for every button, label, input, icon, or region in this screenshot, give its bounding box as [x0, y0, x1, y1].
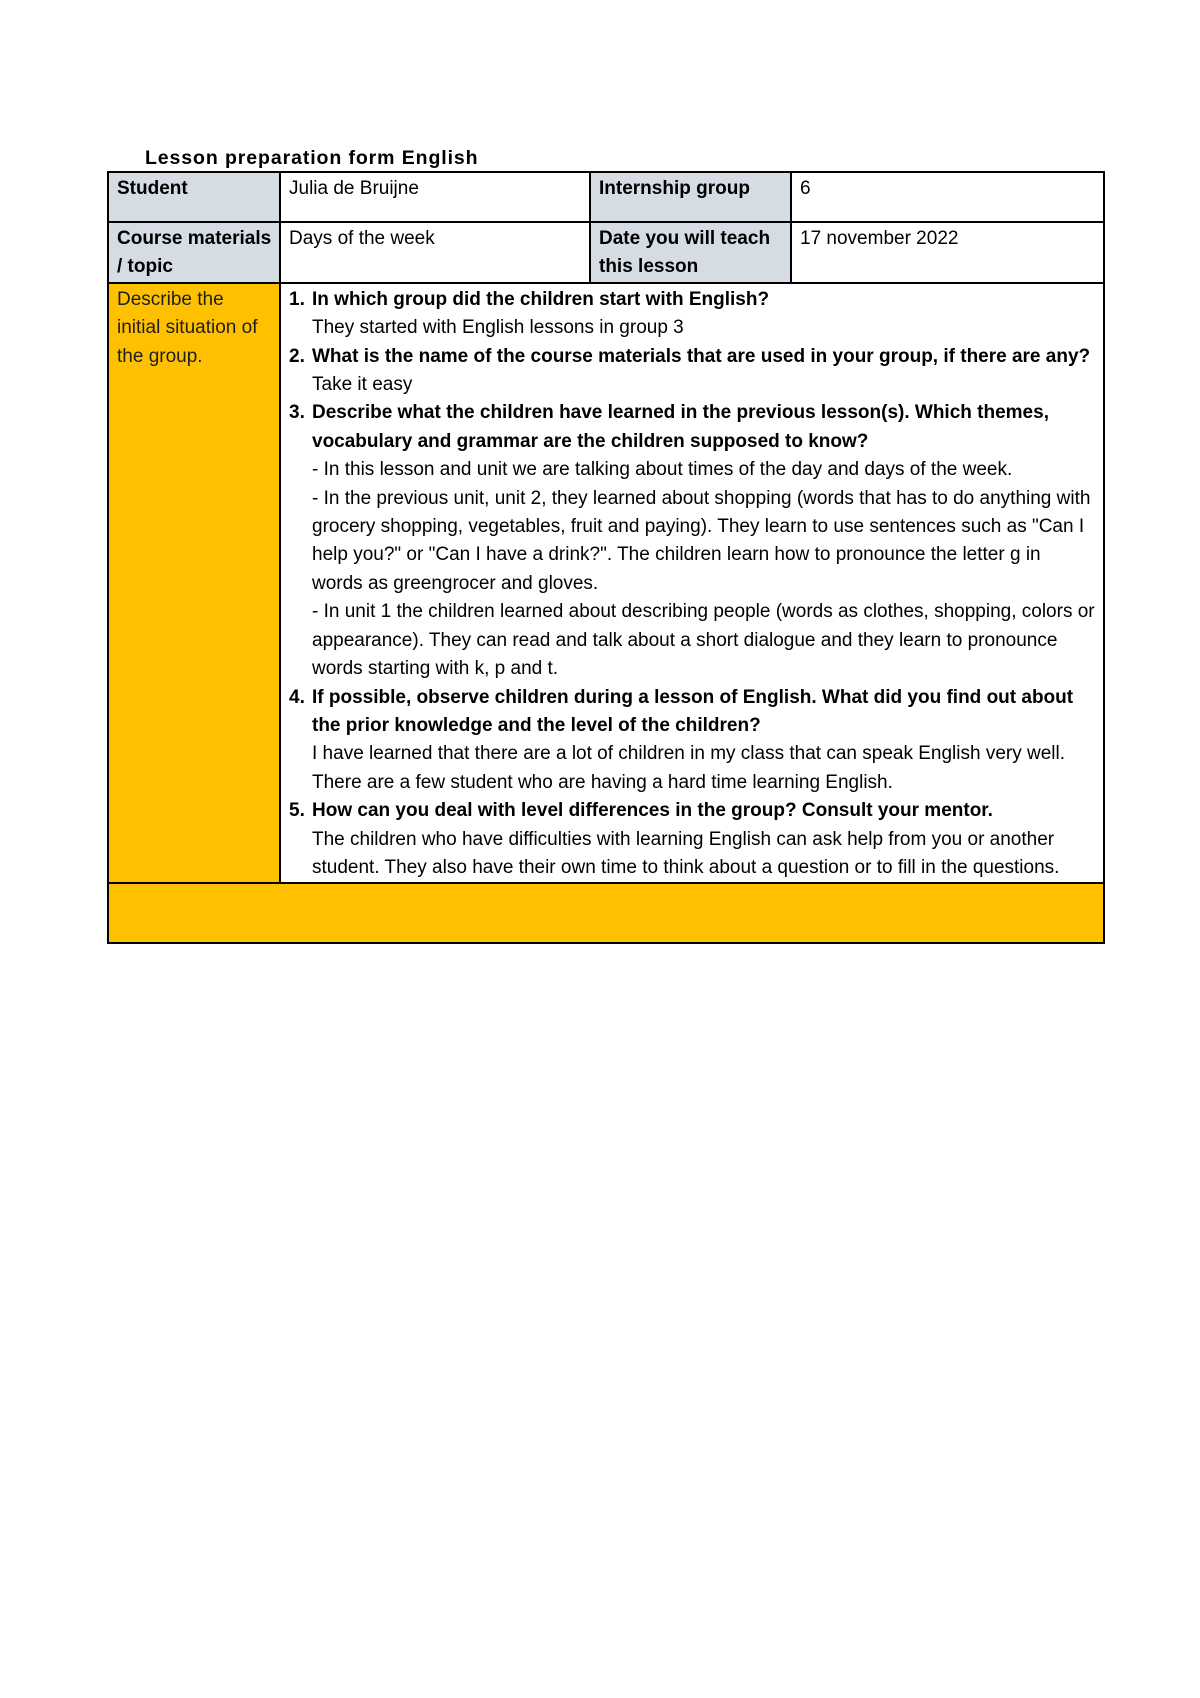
table-row [108, 883, 1104, 943]
question-item [289, 797, 1096, 882]
lesson-preparation-table [107, 171, 1105, 944]
answer-line: - In unit 1 the children learned about describing people (words as clothes, shopping, colors or appearance). They can read and talk about a short dialogue and they learn to pronounce words starting with k, p and t. [312, 601, 1095, 680]
question-item [289, 684, 1096, 798]
answer-line: - In this lesson and unit we are talking about times of the day and days of the week. [312, 459, 1013, 481]
answer-text [312, 740, 1096, 797]
answer-text [312, 371, 1096, 399]
question-item [289, 399, 1096, 683]
question-text: In which group did the children start with English? [312, 288, 770, 310]
internship-group-value: 6 [791, 172, 1104, 222]
question-number: 2. [289, 345, 305, 367]
student-label: Student [108, 172, 280, 222]
question-list [289, 286, 1096, 883]
question-text: How can you deal with level differences in the group? Consult your mentor. [312, 800, 993, 822]
answer-line: Take it easy [312, 374, 413, 396]
question-number: 4. [289, 686, 305, 708]
page-title: Lesson preparation form English [145, 147, 479, 169]
situation-label: Describe the initial situation of the group. [108, 283, 280, 884]
answer-line: The children who have difficulties with learning English can ask help from you or another student. They also have their own time to think about a question or to fill in the questions. [312, 828, 1060, 878]
question-text: Describe what the children have learned in the previous lesson(s). Which themes, vocabulary and grammar are the children supposed to know? [312, 402, 1049, 452]
empty-highlight-row [108, 883, 1104, 943]
question-text: What is the name of the course materials that are used in your group, if there are any? [312, 345, 1091, 367]
situation-content [280, 283, 1104, 884]
table-row [108, 222, 1104, 283]
date-label: Date you will teach this lesson [590, 222, 791, 283]
answer-text [312, 314, 1096, 342]
date-value: 17 november 2022 [791, 222, 1104, 283]
answer-text [312, 456, 1096, 683]
student-value: Julia de Bruijne [280, 172, 590, 222]
course-value: Days of the week [280, 222, 590, 283]
table-row [108, 283, 1104, 884]
internship-group-label: Internship group [590, 172, 791, 222]
course-label: Course materials / topic [108, 222, 280, 283]
question-item [289, 286, 1096, 343]
question-number: 5. [289, 800, 305, 822]
answer-line: They started with English lessons in group 3 [312, 317, 684, 339]
answer-line: - In the previous unit, unit 2, they learned about shopping (words that has to do anything with grocery shopping, vegetables, fruit and paying). They learn to use sentences such as "Can I help you?" or "Can I have a drink?". The children learn how to pronounce the letter g in words as greengrocer and gloves. [312, 487, 1091, 594]
answer-text [312, 826, 1096, 883]
question-item [289, 343, 1096, 400]
question-number: 3. [289, 402, 305, 424]
table-row [108, 172, 1104, 222]
question-text: If possible, observe children during a lesson of English. What did you find out about the prior knowledge and the level of the children? [312, 686, 1074, 736]
answer-line: I have learned that there are a lot of children in my class that can speak English very well. There are a few student who are having a hard time learning English. [312, 743, 1066, 793]
question-number: 1. [289, 288, 305, 310]
